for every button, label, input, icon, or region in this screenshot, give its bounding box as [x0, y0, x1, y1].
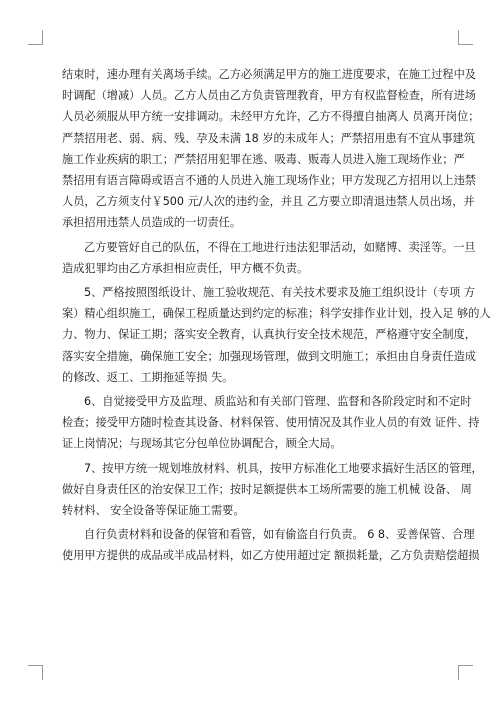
document-body — [62, 64, 491, 567]
text-line: 检查；接受甲方随时检查其设备、材料保管、使用情况及其作业人员的有效 证件、持 — [62, 416, 480, 430]
text-line: 自行负责材料和设备的保管和看管，如有偷盗自行负责。 6 8、妥善保管、合理 — [84, 528, 475, 542]
text-line: 证上岗情况；与现场其它分包单位协调配合，顾全大局。 — [62, 437, 342, 451]
text-line: 结束时，速办理有关离场手续。乙方必须满足甲方的施工进度要求，在施工过程中及 — [62, 68, 476, 81]
crop-mark-top-right — [458, 30, 473, 45]
text-line: 人员，乙方须支付￥500 元/人次的违约金，并且 乙方要立即清退违禁人员出场，并 — [62, 195, 475, 209]
text-line: 禁招用有语言障碍或语言不通的人员进入施工现场作业；甲方发现乙方招用以上违禁 — [62, 174, 476, 188]
text-line: 落实安全措施，确保施工安全；加强现场管理，做到文明施工；承担由自身责任造成 — [62, 349, 476, 363]
paragraph-5 — [62, 458, 483, 522]
crop-mark-bottom-right — [458, 665, 473, 680]
text-line: 时调配（增减）人员。乙方人员由乙方负责管理教育，甲方有权监督检查，所有进场 — [62, 89, 476, 103]
text-line: 施工作业疾病的职工；严禁招用犯罪在逃、吸毒、贩毒人员进入施工现场作业；严 — [62, 152, 465, 166]
text-line: 承担招用违禁人员造成的一切责任。 — [62, 216, 242, 230]
text-line: 6、自觉接受甲方及监理、质监站和有关部门管理、监督和各阶段定时和不定时 — [84, 395, 472, 409]
text-line: 严禁招用老、弱、病、残、孕及未满 18 岁的未成年人；严禁招用患有不宜从事建筑 — [62, 131, 475, 145]
text-line: 乙方要管好自己的队伍，不得在工地进行违法犯罪活动，如赌博、卖淫等。一旦 — [84, 240, 476, 254]
text-line: 7、按甲方统一规划堆放材料、机具，按甲方标准化工地要求搞好生活区的管理， — [84, 461, 483, 475]
text-line: 的修改、返工、工期拖延等损 失。 — [62, 370, 234, 384]
text-line: 人员必须服从甲方统一安排调动。未经甲方允许，乙方不得擅自抽离人 员离开岗位； — [62, 110, 480, 124]
crop-mark-top-left — [28, 30, 43, 45]
text-line: 使用甲方提供的成品或半成品材料，如乙方使用超过定 额损耗量，乙方负责赔偿超损 — [62, 549, 480, 563]
paragraph-4 — [62, 391, 480, 455]
text-line: 转材料、 安全设备等保证施工需要。 — [62, 504, 245, 518]
text-line: 做好自身责任区的治安保卫工作；按时足额提供本工场所需要的施工机械 设备、 周 — [62, 482, 472, 496]
paragraph-2 — [62, 237, 476, 279]
paragraph-1 — [62, 64, 480, 234]
paragraph-6 — [62, 524, 480, 566]
text-line: 5、严格按照图纸设计、施工验收规范、有关技术要求及施工组织设计（专项 方 — [84, 286, 476, 300]
text-line: 造成犯罪均由乙方承担相应责任，甲方概不负责。 — [62, 261, 309, 275]
text-line: 案）精心组织施工，确保工程质量达到约定的标准；科学安排作业计划，投入足 够的人 — [62, 307, 491, 321]
text-line: 力、物力、保证工期；落实安全教育，认真执行安全技术规范，严格遵守安全制度， — [62, 328, 476, 342]
paragraph-3 — [62, 282, 491, 388]
crop-mark-bottom-left — [28, 665, 43, 680]
